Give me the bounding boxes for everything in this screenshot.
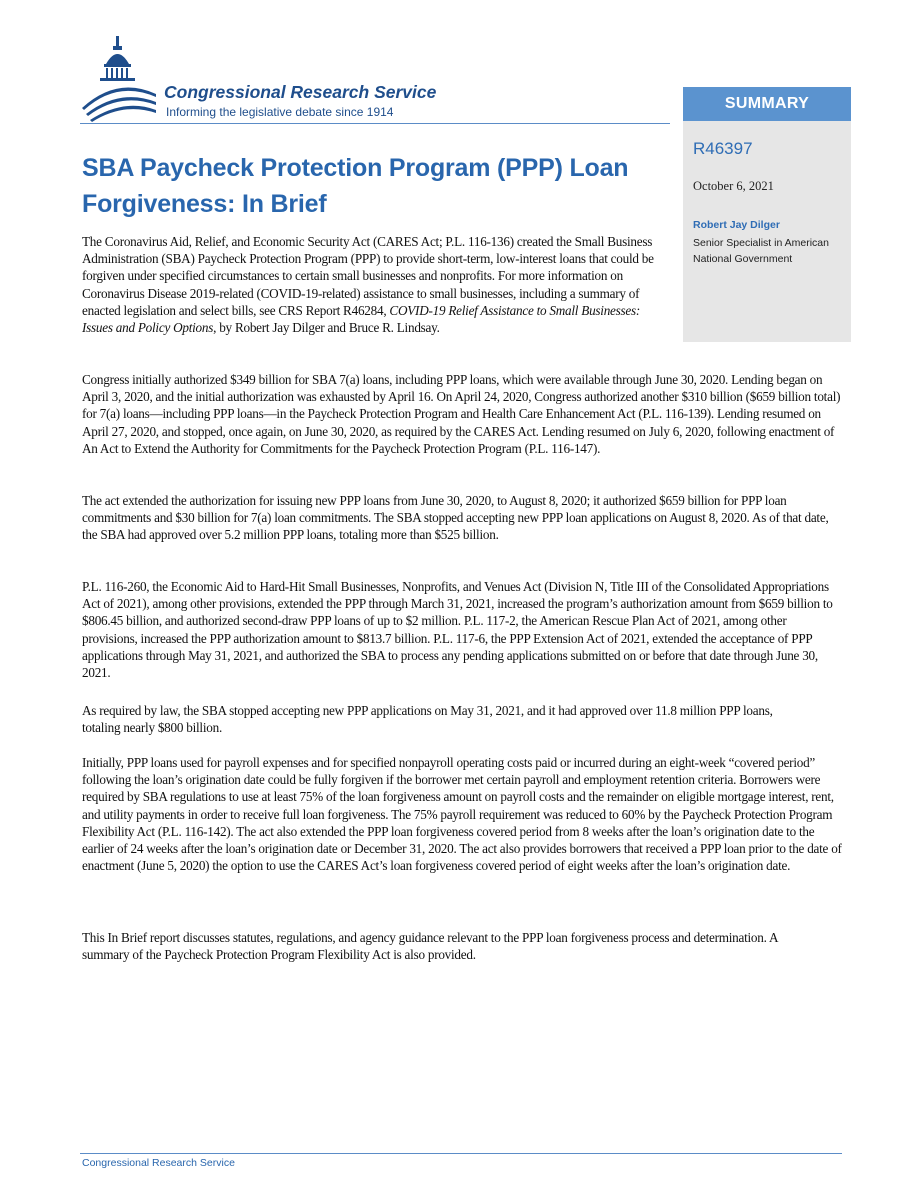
capitol-dome-icon: [80, 36, 160, 126]
body-paragraph: As required by law, the SBA stopped accepting new PPP applications on May 31, 2021, and it had approved over 11.8 million PPP loans, totaling nearly $800 billion.: [82, 703, 773, 736]
author-name: Robert Jay Dilger: [693, 219, 780, 231]
intro-text: The Coronavirus Aid, Relief, and Economic Security Act (CARES Act; P.L. 116-136) created the Small Business Administration (SBA) Paycheck Protection Program (PPP) to provide short-term, low-interest loans that could be forgiven under specified circumstances to certain small businesses and nonprofits. For more information on Coronavirus Disease 2019-related (COVID-19-related) assistance to small businesses, including a summary of enacted legislation and select bills, see CRS Report R46284,: [82, 234, 654, 318]
summary-heading: SUMMARY: [683, 87, 851, 121]
body-paragraph: P.L. 116-260, the Economic Aid to Hard-Hit Small Businesses, Nonprofits, and Venues Act (Division N, Title III of the Consolidated Appropriations Act of 2021), among other provisions, extended the PPP through March 31, 2021, increased the program’s authorization amount from $659 billion to $806.45 billion, and authorized second-draw PPP loans of up to $2 million. P.L. 117-2, the American Rescue Plan Act of 2021, among other provisions, increased the PPP authorization amount to $813.7 billion. P.L. 117-6, the PPP Extension Act of 2021, extended the acceptance of PPP applications through May 31, 2021, and authorized the SBA to process any pending applications submitted on or before that date through June 30, 2021.: [82, 579, 833, 681]
summary-sidebar: [683, 87, 851, 342]
org-tagline: Informing the legislative debate since 1914: [166, 105, 394, 119]
footer-divider: [80, 1153, 842, 1154]
report-citation[interactable]: COVID-19 Relief Assistance to Small Businesses: Issues and Policy Options: [82, 302, 641, 336]
report-title: SBA Paycheck Protection Program (PPP) Loan Forgiveness: In Brief: [82, 154, 629, 218]
body-paragraph: Congress initially authorized $349 billion for SBA 7(a) loans, including PPP loans, which were available through June 30, 2020. Lending began on April 3, 2020, and the initial authorization was exhausted by April 16. On April 24, 2020, Congress authorized another $310 billion ($659 billion total) for 7(a) loans—including PPP loans—in the Paycheck Protection Program and Health Care Enhancement Act (P.L. 116-139). Lending resumed on April 27, 2020, and stopped, once again, on June 30, 2020, as required by the CARES Act. Lending resumed on July 6, 2020, following enactment of An Act to Extend the Authority for Commitments for the Paycheck Protection Program (P.L. 116-147).: [82, 372, 841, 456]
footer-org-name: Congressional Research Service: [82, 1157, 235, 1169]
report-number: R46397: [693, 139, 753, 158]
org-name: Congressional Research Service: [164, 82, 437, 102]
intro-suffix: , by Robert Jay Dilger and Bruce R. Lindsay.: [213, 320, 440, 336]
author-title: Senior Specialist in American National Government: [693, 237, 829, 265]
body-paragraph: The act extended the authorization for issuing new PPP loans from June 30, 2020, to August 8, 2020; it authorized $659 billion for PPP loan commitments and $30 billion for 7(a) loan commitments. The SBA stopped accepting new PPP loan applications on August 8, 2020. As of that date, the SBA had approved over 5.2 million PPP loans, totaling more than $525 billion.: [82, 493, 829, 543]
crs-logo: [80, 36, 480, 126]
body-paragraph: Initially, PPP loans used for payroll expenses and for specified nonpayroll operating costs paid or incurred during an eight-week “covered period” following the loan’s origination date could be fully forgiven if the borrower met certain payroll and employment retention criteria. Borrowers were required by SBA regulations to use at least 75% of the loan forgiveness amount on payroll costs and the remainder on eligible mortgage interest, rent, and utility payments in order to receive full loan forgiveness. The 75% payroll requirement was reduced to 60% by the Paycheck Protection Program Flexibility Act (P.L. 116-142). The act also extended the PPP loan forgiveness covered period from 8 weeks after the loan’s origination date to the earlier of 24 weeks after the loan’s origination date or December 31, 2020. The act also provides borrowers that received a PPP loan prior to the date of enactment (June 5, 2020) the option to use the CARES Act’s loan forgiveness covered period of eight weeks after the loan’s origination date.: [82, 755, 842, 874]
body-paragraph: This In Brief report discusses statutes, regulations, and agency guidance relevant to the PPP loan forgiveness process and determination. A summary of the Paycheck Protection Program Flexibility Act is also provided.: [82, 930, 778, 963]
intro-paragraph: [82, 233, 672, 336]
report-date: October 6, 2021: [693, 179, 774, 193]
header-divider: [80, 123, 670, 124]
